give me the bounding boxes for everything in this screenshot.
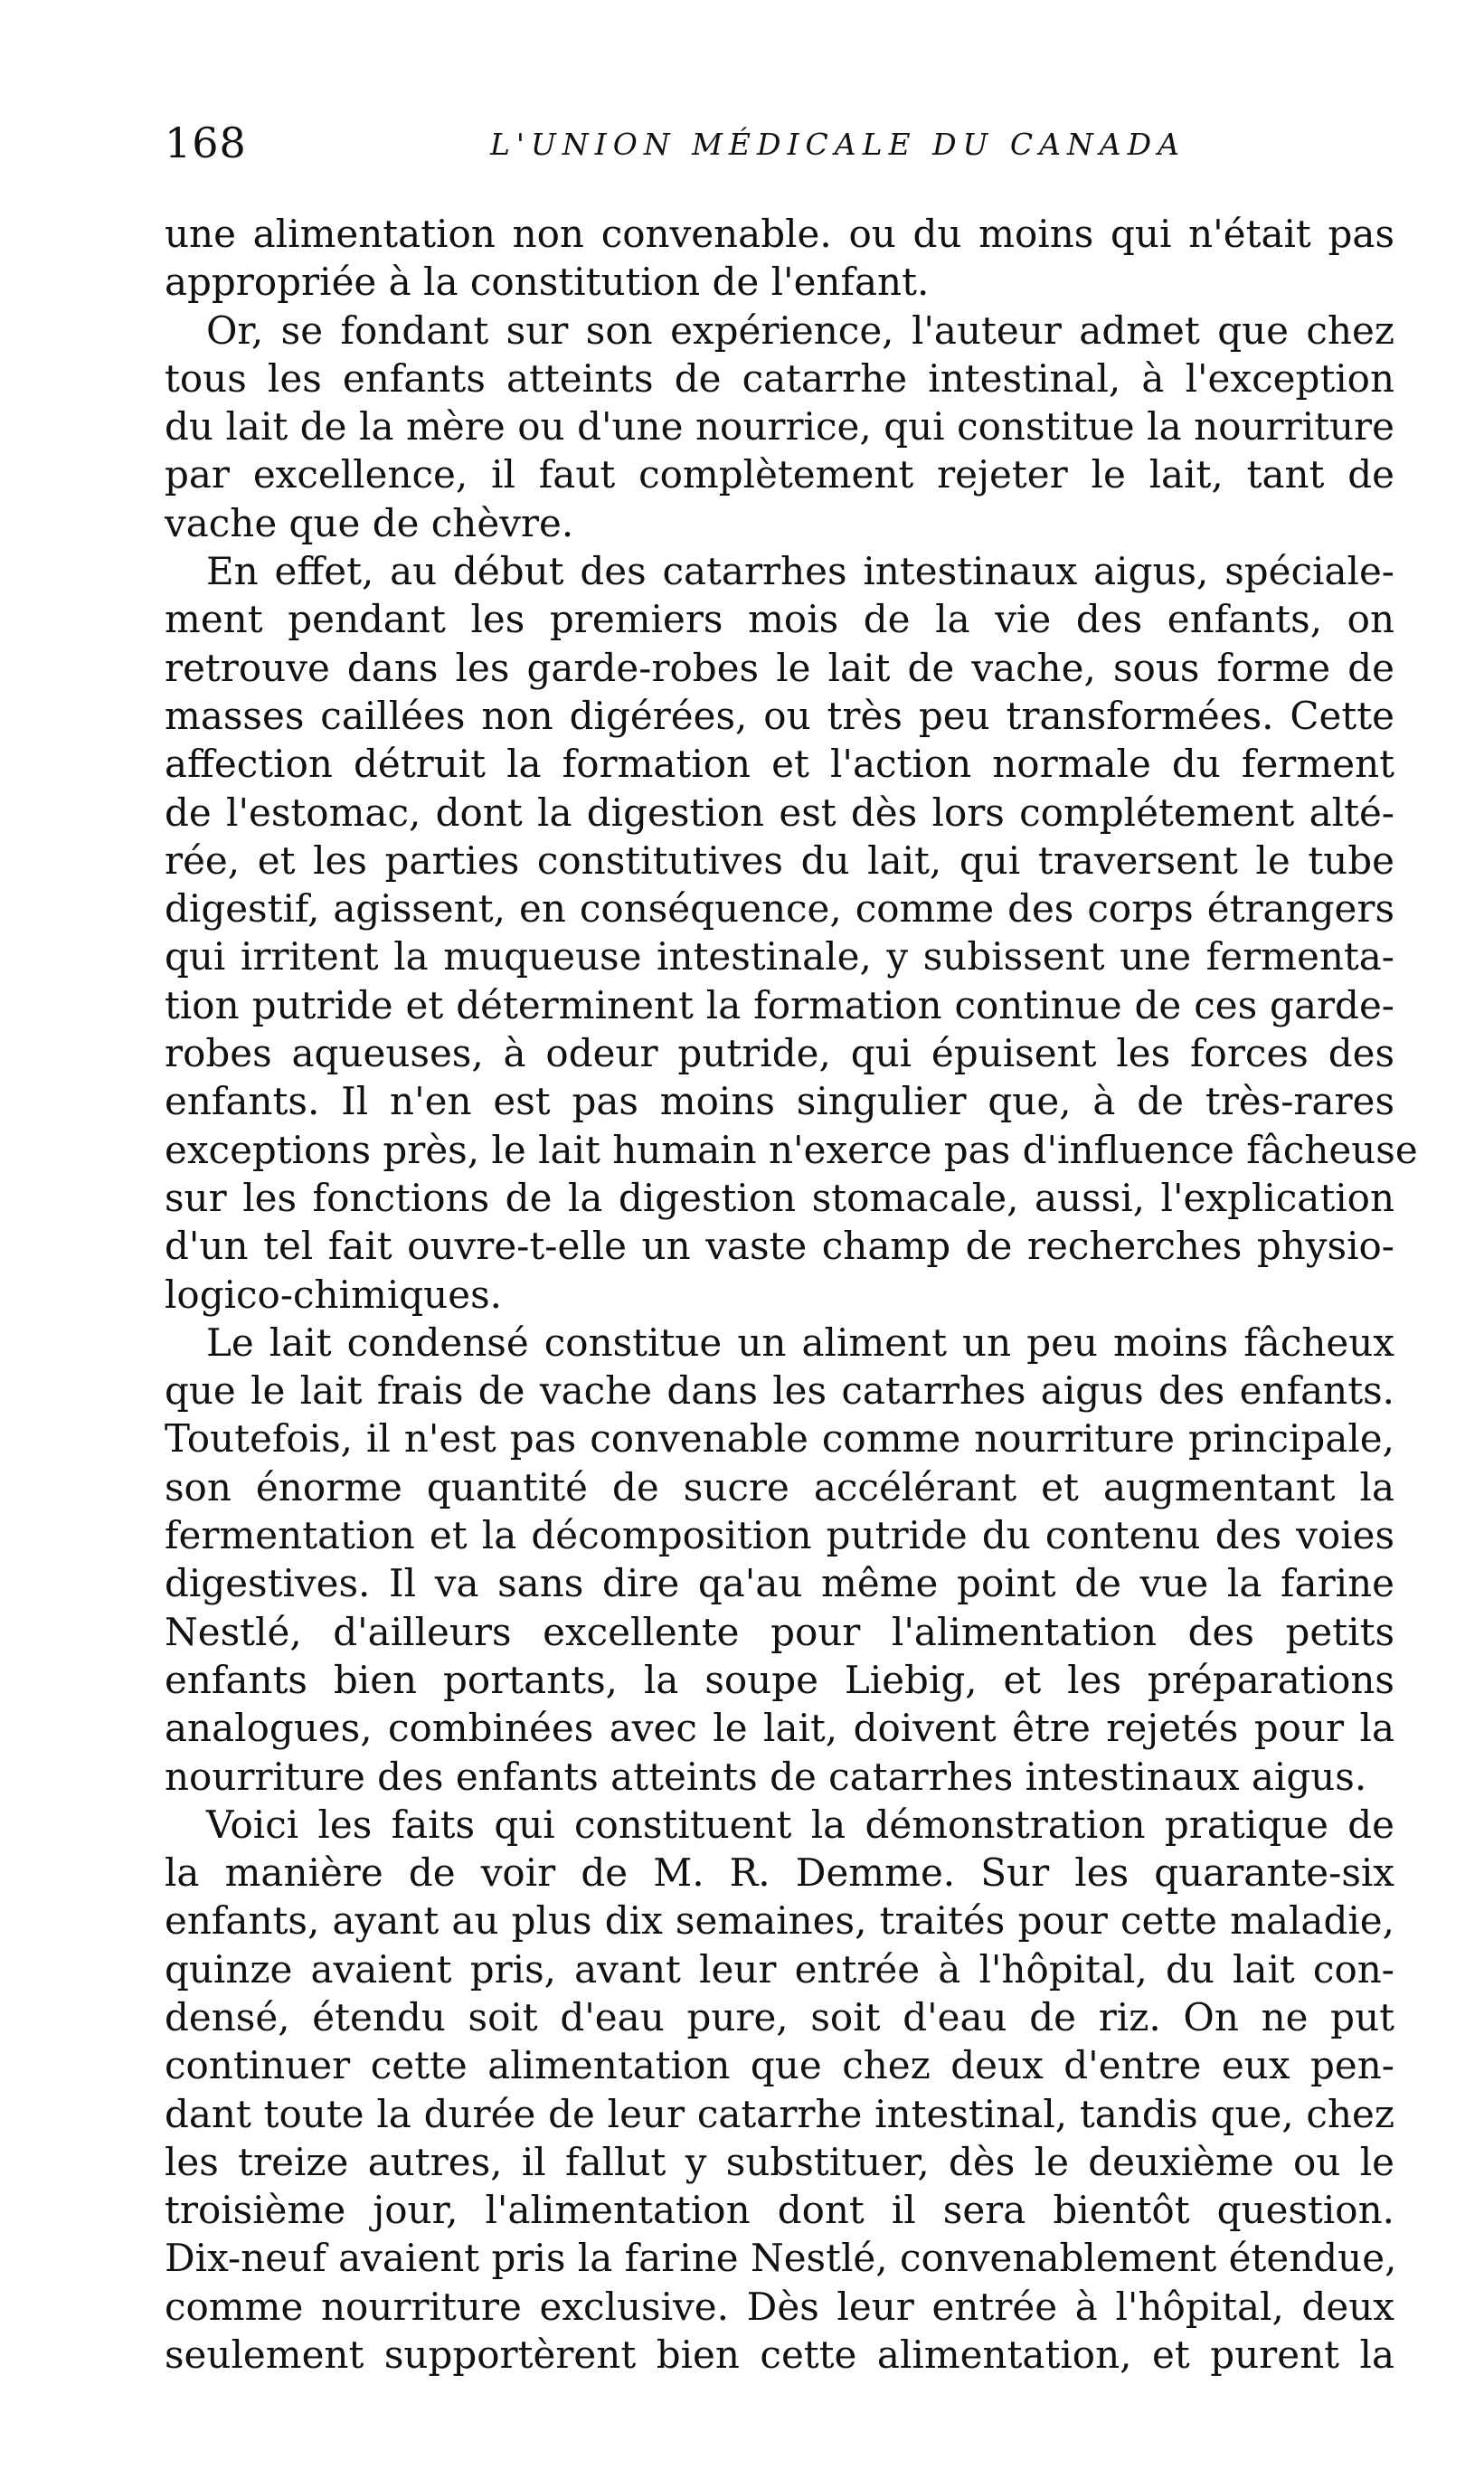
text-line: En effet, au début des catarrhes intestinaux aigus, spéciale- [206, 549, 1394, 594]
text-line: Nestlé, d'ailleurs excellente pour l'alimentation des petits [165, 1609, 1394, 1654]
paragraph [165, 1801, 1397, 2380]
text-line: appropriée à la constitution de l'enfant. [165, 260, 930, 305]
text-line: Le lait condensé constitue un aliment un peu moins fâcheux [206, 1320, 1394, 1365]
text-line: tous les enfants atteints de catarrhe intestinal, à l'exception [165, 355, 1394, 401]
text-line: fermentation et la décomposition putride du contenu des voies [165, 1513, 1394, 1558]
text-line: du lait de la mère ou d'une nourrice, qui constitue la nourriture [165, 404, 1394, 449]
text-line: enfants. Il n'en est pas moins singulier que, à de très-rares [165, 1079, 1394, 1124]
text-line: affection détruit la formation et l'action normale du ferment [165, 742, 1394, 787]
running-title: L'UNION MÉDICALE DU CANADA [490, 127, 1186, 162]
text-line: la manière de voir de M. R. Demme. Sur les quarante-six [165, 1850, 1394, 1896]
text-line: densé, étendu soit d'eau pure, soit d'eau de riz. On ne put [165, 1994, 1394, 2039]
text-line: troisième jour, l'alimentation dont il sera bientôt question. [165, 2188, 1394, 2233]
text-line: Toutefois, il n'est pas convenable comme nourriture principale, [165, 1416, 1394, 1462]
text-line: que le lait frais de vache dans les catarrhes aigus des enfants. [165, 1368, 1394, 1414]
text-line: enfants bien portants, la soupe Liebig, et les préparations [165, 1657, 1394, 1702]
text-line: par excellence, il faut complètement rejeter le lait, tant de [165, 452, 1394, 497]
paragraph [165, 307, 1394, 547]
text-line: son énorme quantité de sucre accélérant et augmentant la [165, 1464, 1394, 1509]
text-line: Or, se fondant sur son expérience, l'auteur admet que chez [206, 308, 1394, 353]
text-line: retrouve dans les garde-robes le lait de vache, sous forme de [165, 645, 1394, 690]
text-line: digestives. Il va sans dire qa'au même point de vue la farine [165, 1561, 1394, 1606]
text-line: dant toute la durée de leur catarrhe intestinal, tandis que, chez [165, 2091, 1394, 2136]
paragraph [165, 1319, 1394, 1801]
text-line: Voici les faits qui constituent la démonstration pratique de [206, 1802, 1394, 1847]
text-line: d'un tel fait ouvre-t-elle un vaste champ de recherches physio- [165, 1224, 1394, 1269]
paragraph [165, 210, 1394, 307]
text-line: de l'estomac, dont la digestion est dès lors complétement alté- [165, 790, 1394, 835]
text-line: analogues, combinées avec le lait, doivent être rejetés pour la [165, 1706, 1394, 1751]
text-line: sur les fonctions de la digestion stomacale, aussi, l'explication [165, 1175, 1394, 1220]
paragraph [165, 547, 1418, 1319]
text-line: continuer cette alimentation que chez deux d'entre eux pen- [165, 2043, 1394, 2088]
page-number: 168 [165, 118, 247, 167]
text-line: vache que de chèvre. [165, 500, 574, 545]
text-line: comme nourriture exclusive. Dès leur entrée à l'hôpital, deux [165, 2284, 1394, 2329]
text-line: logico-chimiques. [165, 1272, 502, 1317]
body-text [165, 210, 1418, 2379]
text-line: rée, et les parties constitutives du lait, qui traversent le tube [165, 837, 1394, 883]
text-line: nourriture des enfants atteints de catarrhes intestinaux aigus. [165, 1754, 1367, 1799]
page-header [165, 116, 1394, 170]
text-line: une alimentation non convenable. ou du moins qui n'était pas [165, 212, 1394, 256]
text-line: enfants, ayant au plus dix semaines, traités pour cette maladie, [165, 1898, 1394, 1944]
text-line: qui irritent la muqueuse intestinale, y subissent une fermenta- [165, 934, 1394, 979]
text-line: robes aqueuses, à odeur putride, qui épuisent les forces des [165, 1031, 1394, 1076]
text-line: les treize autres, il fallut y substituer, dès le deuxième ou le [165, 2139, 1394, 2184]
text-line: ment pendant les premiers mois de la vie des enfants, on [165, 597, 1394, 642]
text-line: exceptions près, le lait humain n'exerce pas d'influence fâcheuse [165, 1127, 1418, 1172]
text-line: digestif, agissent, en conséquence, comme des corps étrangers [165, 886, 1394, 932]
text-line: masses caillées non digérées, ou très peu transformées. Cette [165, 693, 1394, 738]
text-line: Dix-neuf avaient pris la farine Nestlé, convenablement étendue, [165, 2236, 1397, 2281]
text-line: tion putride et déterminent la formation continue de ces garde- [165, 982, 1394, 1027]
text-line: quinze avaient pris, avant leur entrée à l'hôpital, du lait con- [165, 1946, 1394, 1992]
text-line: seulement supportèrent bien cette alimentation, et purent la [165, 2332, 1394, 2378]
